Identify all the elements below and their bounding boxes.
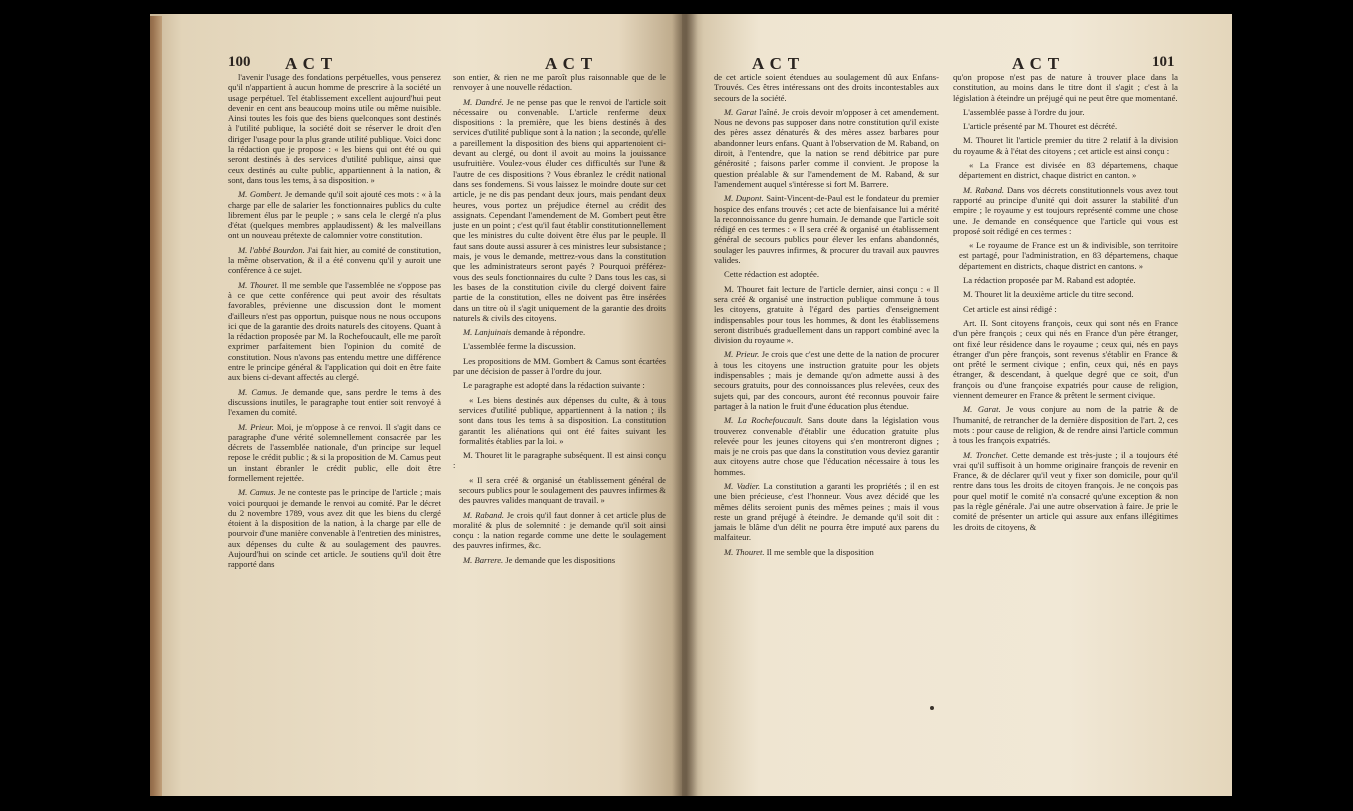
running-head-right-col2: A C T — [1012, 54, 1061, 73]
book-gutter — [672, 14, 698, 796]
left-page-column-2 — [453, 72, 666, 569]
paragraph — [228, 280, 441, 383]
speaker-name: M. Raband. — [963, 184, 1005, 195]
speaker-name: M. Gombert. — [238, 189, 283, 200]
book-spine-edge — [150, 16, 162, 796]
paragraph — [453, 475, 666, 506]
paragraph-text: J'ai fait hier, au comité de constitution, la même observation, & il a été convenu qu'il y auroit une conférence à ce sujet. — [228, 244, 441, 276]
paragraph-text: de cet article soient étendues au soulagement dû aux Enfans-Trouvés. Ces êtres intéressans ont des droits incontestables aux secours de la société. — [714, 72, 939, 103]
right-page — [682, 14, 1232, 796]
speaker-name: M. Camus. — [238, 386, 278, 397]
paragraph-text: « Les biens destinés aux dépenses du culte, & à tous services d'utilité publique, appartiennent à la nation ; ils sont dans tous les tems à sa disposition. La constitution garantit les aliénations qui ont été faites suivant les formalités établies par la loi. » — [459, 394, 666, 446]
left-page-column-1 — [228, 72, 441, 574]
paragraph-text: La constitution a garanti les propriétés ; il en est une bien précieuse, c'est l'honneur. Vous avez décidé que les mêmes délits seroient punis des mêmes peines ; mais il vous reste un grand préjugé à éteindre. Je demande qu'il soit dit : jamais le blâme d'un délit ne pourra être imputé aux parens du malfaiteur. — [714, 480, 939, 543]
paragraph-text: Il me semble que la disposition — [764, 546, 874, 557]
paragraph — [953, 185, 1178, 236]
paragraph-text: Je demande que les dispositions — [503, 554, 616, 565]
paragraph-text: Je crois qu'il faut donner à cet article plus de moralité & plus de solemnité : je demande qu'il soit ainsi conçu : la nation regarde comme une dette le soulagement des pauvres infirmes, &c. — [453, 509, 666, 551]
paragraph — [953, 304, 1178, 314]
paragraph — [453, 72, 666, 93]
page-number-right: 101 — [1152, 54, 1175, 70]
paragraph-text: Cette demande est très-juste ; il a toujours été vrai qu'il suffisoit à un homme originaire françois de revenir en France, & de déclarer qu'il veut y fixer son domicile, pour qu'il rentre dans tous les droits de citoyen françois. Je ne conçois pas pour quel motif le comité n'a consacré qu'une exception & non pas la règle générale. J'ai une autre observation à faire. Je prie le comité de présenter un article qui assure aux enfans illégitimes les droits de citoyens, & — [953, 449, 1179, 532]
speaker-name: M. Camus. — [238, 487, 276, 498]
paragraph-text: Je ne pense pas que le renvoi de l'article soit nécessaire ou convenable. L'article renferme deux dispositions : la première, que les biens destinés à des services d'utilité publique sont à la nation ; la seconde, qu'elle a pareillement la disposition des biens qui appartenoient ci-devant au clergé, ou dont il avoit au moins la jouissance usufruitière. Voulez-vous éluder ces difficultés sur l'une & l'autre de ces dispositions ? Vous ébranlez le crédit national dans ses fondemens. Si vous laissez le moindre doute sur cet article, je ne dis pas pendant deux jours, mais pendant deux heures, vous portez un préjudice éternel au crédit des assignats. Cependant l'amendement de M. Gombert peut être juste en un point ; c'est qu'il faut établir constitutionnellement que les ministres du culte doivent être élus par le peuple. Il faut sans doute aussi assurer à ces ministres leur subsistance ; mais, je vous le demande, mettrez-vous dans la constitution que les administrateurs seront payés ? Pourquoi préférez-vous des seuls fonctionnaires du culte ? Dans tous les cas, si les bases de la constitution civile du clergé doivent faire partie de la constitution, elles ne doivent pas être insérées dans un titre où il s'agit uniquement de la garantie des droits naturels & civils des citoyens. — [453, 96, 666, 323]
running-head-right-col1: A C T — [752, 54, 801, 73]
paragraph-text: qu'on propose n'est pas de nature à trouver place dans la constitution, au moins dans le titre dont il s'agit ; c'est à la législation à éteindre un préjugé qui ne peut être que momentané. — [953, 72, 1178, 103]
paragraph-text: Moi, je m'oppose à ce renvoi. Il s'agit dans ce paragraphe d'une vérité solemnellement consacrée par les décrets de l'assemblée nationale, d'un principe sur lequel repose le crédit public ; & si la proposition de M. Camus peut un instant ébranler le crédit public, elle doit être formellement rejettée. — [228, 421, 441, 483]
page-number-left: 100 — [228, 54, 251, 70]
speaker-name: M. Thouret. — [238, 279, 280, 290]
paragraph — [228, 487, 441, 569]
paragraph — [228, 422, 441, 484]
speaker-name: M. Dandré. — [463, 96, 504, 107]
paragraph-text: Dans vos décrets constitutionnels vous avez tout rapporté au principe d'unité qui doit assurer la stabilité d'un empire ; le royaume y est toujours représenté comme une chose une. Je demande en conséquence que l'article qui vous est proposé soit rédigé en ces termes : — [953, 184, 1178, 236]
left-page — [150, 14, 682, 796]
paragraph — [714, 269, 939, 279]
paragraph — [453, 510, 666, 551]
paragraph — [953, 289, 1178, 299]
paragraph — [714, 193, 939, 265]
paragraph-text: M. Thouret lit la deuxième article du titre second. — [963, 289, 1134, 300]
paragraph-text: Je demande qu'il soit ajouté ces mots : « à la charge par elle de salarier les fonctionnaires publics du culte librement élus par le peuple ; » sans cela le clergé n'a plus d'état (quelques membres applaudissent) & les malveillans ont un nouveau prétexte de calomnier votre constitution. — [228, 189, 441, 241]
paragraph-text: « Le royaume de France est un & indivisible, son territoire est partagé, pour l'administration, en 83 départemens, chaque département en districts, chaque district en cantons. » — [959, 240, 1178, 271]
right-page-column-2 — [953, 72, 1178, 536]
paragraph — [953, 135, 1178, 156]
paragraph — [228, 245, 441, 276]
paragraph — [714, 415, 939, 477]
running-head-left-col2: A C T — [545, 54, 594, 73]
speaker-name: M. Barrere. — [463, 554, 504, 565]
speaker-name: M. Lanjuinais — [463, 327, 512, 338]
paragraph-text: l'avenir l'usage des fondations perpétuelles, vous penserez qu'il n'appartient à aucun homme de prescrire à la société un usage perpétuel. Tel établissement excellent aujourd'hui peut devenir en cent ans beaucoup moins utile ou même nuisible. Ainsi toutes les fois que des biens quelconques sont destinés à l'utilité publique, la société doit se réserver le droit d'en diriger l'usage pour la plus grande utilité publique. Voici donc la rédaction que je propose : « les biens qui ont été ou qui seront destinés à des services d'utilité publique, ainsi que ceux destinés au culte public, appartiennent à la nation, & sont, dans tous les tems, à sa disposition. » — [228, 72, 441, 185]
paragraph — [453, 450, 666, 471]
paragraph — [453, 356, 666, 377]
paragraph-text: L'assemblée passe à l'ordre du jour. — [963, 106, 1085, 117]
paragraph — [453, 327, 666, 337]
paragraph-text: Je vous conjure au nom de la patrie & de l'humanité, de retrancher de la dernière disposition de l'art. 2, ces mots : pour cause de religion, & de rendre ainsi l'article commun à tous les françois expatriés. — [953, 404, 1178, 446]
paragraph — [953, 275, 1178, 285]
paragraph-text: Art. II. Sont citoyens françois, ceux qui sont nés en France d'un père françois ; ceux qui nés en France d'un père étranger, ont fixé leur résidence dans le royaume ; ceux qui, nés en pays étranger d'un père françois, sont revenus s'établir en France & ont prêté le serment civique ; enfin, ceux qui, nés en pays étranger, & descendant, à quelque degré que ce soit, d'un françois ou d'une françoise expatriés pour cause de religion, viennent demeurer en France & prêtent le serment civique. — [953, 317, 1178, 401]
speaker-name: M. Raband. — [463, 509, 505, 520]
paragraph — [953, 107, 1178, 117]
speaker-name: M. Dupont. — [724, 193, 764, 204]
paragraph — [714, 284, 939, 346]
paragraph — [453, 97, 666, 324]
paragraph — [714, 481, 939, 543]
speaker-name: M. Garat — [724, 106, 757, 117]
speaker-name: M. Vadier. — [724, 480, 761, 491]
paragraph-text: Cette rédaction est adoptée. — [724, 269, 819, 280]
paragraph-text: Le paragraphe est adopté dans la rédaction suivante : — [463, 380, 645, 391]
speaker-name: M. l'abbé Bourdon. — [238, 244, 305, 255]
paragraph — [228, 189, 441, 240]
book-scan — [150, 14, 1232, 796]
paragraph-text: Je ne conteste pas le principe de l'article ; mais voici pourquoi je demande le renvoi au comité. Par le décret du 2 novembre 1789, vous avez dit que les biens du clergé étoient à la disposition de la nation, à la charge par elle de pourvoir d'une manière convenable à l'entretien des ministres, aux dépenses du culte & au soulagement des pauvres. Aujourd'hui on scinde cet article. Je soutiens qu'il doit être rapporté dans — [228, 487, 442, 570]
paragraph-text: « La France est divisée en 83 départemens, chaque département en district, chaque district en canton. » — [959, 160, 1178, 181]
paragraph — [228, 387, 441, 418]
paragraph-text: Cet article est ainsi rédigé : — [963, 303, 1057, 314]
paragraph-text: L'article présenté par M. Thouret est décrété. — [963, 121, 1118, 132]
paragraph — [953, 318, 1178, 400]
page-ornament-dot — [930, 706, 934, 710]
paragraph-text: « Il sera créé & organisé un établissement général de secours publics pour le soulagement des pauvres infirmes & des pauvres valides manquant de travail. » — [459, 474, 666, 506]
paragraph-text: Les propositions de MM. Gombert & Camus sont écartées par une décision de passer à l'ordre du jour. — [453, 355, 666, 377]
paragraph — [714, 349, 939, 411]
paragraph-text: l'aîné. Je crois devoir m'opposer à cet amendement. Nous ne devons pas supposer dans notre constitution qu'il existe des pères assez dénaturés & des mères assez barbares pour abandonner leurs enfans. Quant à l'observation de M. Raband, on diroit, à l'entendre, que la nation se rend débitrice par pure générosité ; faisons parler comme il convient. Je propose la question préalable & sur l'amendement de M. Raband, & sur l'amendement auquel s'intéresse si fort M. Barrere. — [714, 106, 939, 189]
paragraph — [714, 72, 939, 103]
paragraph — [953, 121, 1178, 131]
paragraph-text: M. Thouret lit le paragraphe subséquent. Il est ainsi conçu : — [453, 450, 666, 471]
paragraph — [714, 547, 939, 557]
paragraph — [228, 72, 441, 185]
paragraph — [953, 404, 1178, 445]
paragraph-text: M. Thouret fait lecture de l'article dernier, ainsi conçu : « Il sera créé & organisé une instruction publique commune à tous les citoyens, gratuite à l'égard des parties d'enseignement indispensables pour tous les hommes, & dont les établissemens seront distribués graduellement dans un rapport combiné avec la division du royaume ». — [714, 283, 939, 346]
paragraph — [953, 160, 1178, 181]
paragraph — [953, 72, 1178, 103]
speaker-name: M. Prieur. — [724, 349, 760, 360]
speaker-name: M. Garat. — [963, 404, 1001, 415]
speaker-name: M. Prieur. — [238, 421, 274, 432]
right-page-column-1 — [714, 72, 939, 561]
paragraph-text: son entier, & rien ne me paroît plus raisonnable que de le renvoyer à une nouvelle rédaction. — [453, 72, 666, 93]
running-head-left-col1: A C T — [285, 54, 334, 73]
paragraph-text: demande à répondre. — [511, 327, 586, 338]
paragraph — [453, 380, 666, 390]
paragraph-text: Il me semble que l'assemblée ne s'oppose pas à ce que cette conférence qui peut avoir des résultats favorables, prévienne une discussion dont le moment d'ailleurs n'est pas opportun, puisque nous ne nous occupons ici que de la garantie des droits naturels des citoyens. Quant à la rédaction proposée par M. la Rochefoucault, elle me paroît exprimer parfaitement bien l'opinion du comité de constitution. Nous n'avons pas entendu mettre une différence entre le principe général & l'application qui doit en être faite aux biens ci-devant affectés au clergé. — [228, 279, 441, 383]
paragraph — [953, 240, 1178, 271]
speaker-name: M. Tronchet. — [963, 449, 1009, 460]
paragraph — [714, 107, 939, 189]
paragraph — [453, 555, 666, 565]
paragraph-text: Je crois que c'est une dette de la nation de procurer à tous les citoyens une instruction gratuite pour les objets indispensables ; mais je demande qu'on admette aussi à des secours gratuits, pour des connoissances plus relevées, ceux des sujets qui, par des concours, auront été reconnus pouvoir faire partager à la nation le fruit d'une éducation plus étendue. — [714, 349, 939, 411]
paragraph — [453, 395, 666, 446]
paragraph-text: Je demande que, sans perdre le tems à des discussions inutiles, le paragraphe tout entier soit renvoyé à l'examen du comité. — [228, 386, 441, 418]
paragraph-text: Saint-Vincent-de-Paul est le fondateur du premier hospice des enfans trouvés ; cet acte de bienfaisance lui a mérité la reconnoissance du genre humain. Je demande que l'article soit rédigé en ces termes : « Il sera créé & organisé un établissement général de secours publics pour élever les enfans abandonnés, soulager les pauvres infirmes, & procurer du travail aux pauvres valides. — [714, 193, 939, 266]
paragraph — [953, 450, 1178, 532]
paragraph-text: La rédaction proposée par M. Raband est adoptée. — [963, 275, 1136, 286]
speaker-name: M. Thouret. — [724, 546, 765, 557]
paragraph-text: L'assemblée ferme la discussion. — [463, 341, 576, 352]
paragraph — [453, 341, 666, 351]
speaker-name: M. La Rochefoucault. — [724, 415, 804, 426]
paragraph-text: Sans doute dans la législation vous trouverez convenable d'établir une éducation gratuite plus relevée pour les jeunes citoyens qui s'en montreront dignes ; mais je ne crois pas que dans la constitution vous deviez garantir aux citoyens autre chose que l'éducation nécessaire à tous les hommes. — [714, 415, 939, 477]
paragraph-text: M. Thouret lit l'article premier du titre 2 relatif à la division du royaume & à l'état des citoyens ; cet article est ainsi conçu : — [953, 135, 1178, 156]
